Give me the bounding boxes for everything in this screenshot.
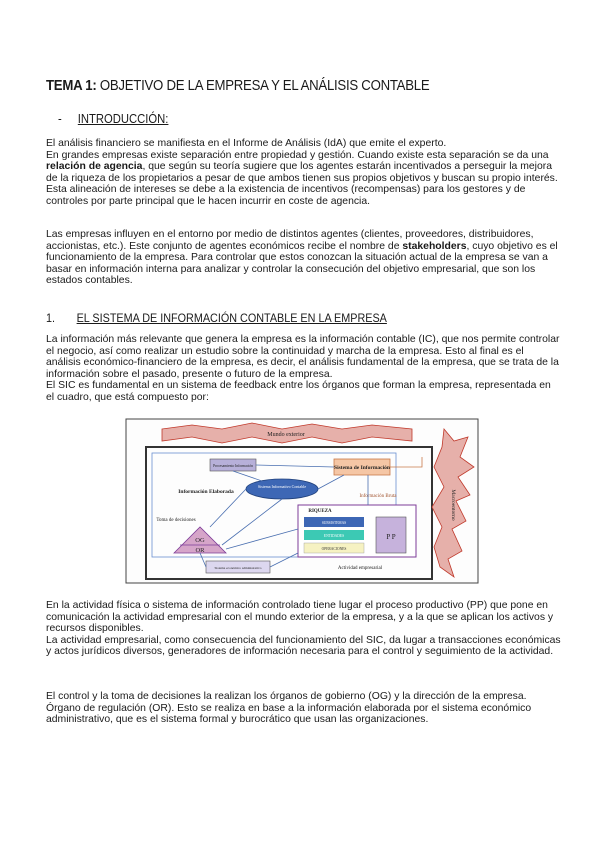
- intro-p4b: stakeholders: [402, 240, 467, 252]
- intro-p4c: , cuyo objetivo es el funcionamiento de la empresa. Para controlar que estos conozcan la situación actual de la empresa se van a basar en información interna para analizar y controlar la consecución del objetivo empresarial, que son los estados contables.: [46, 240, 558, 287]
- toma-decisiones-label: Toma de decisiones: [156, 518, 196, 523]
- closing-p1: En la actividad física o sistema de información controlado tiene lugar el proceso productivo (PP) que pone en comunicación la actividad empresarial con el mundo exterior de la empresa, y a la que se aplican los activos y recursos disponibles.: [46, 600, 554, 635]
- intro-heading: [58, 112, 168, 126]
- title-text: OBJETIVO DE LA EMPRESA Y EL ANÁLISIS CONTABLE: [99, 77, 430, 94]
- closing-paragraph-2: [46, 691, 561, 726]
- intro-p4a: Las empresas influyen en el entorno por medio de distintos agentes (clientes, proveedores, distribuidores, accionistas, etc.). Este conjunto de agentes económicos recibe el nombre de: [46, 229, 534, 252]
- intro-p2b: relación de agencia: [46, 161, 143, 173]
- title-prefix: TEMA 1:: [46, 77, 97, 94]
- operaciones-label: OPERACIONES: [321, 547, 347, 551]
- actividad-empresarial-label: Actividad empresarial: [337, 566, 383, 571]
- pp-label: P P: [386, 533, 396, 541]
- og-label: OG: [195, 537, 205, 544]
- intro-bullet: -: [58, 112, 62, 126]
- sic-label: Sistema Informativo Contable: [257, 484, 307, 489]
- procesamiento-label: Procesamiento Información: [213, 464, 253, 468]
- sic-diagram: [122, 417, 482, 585]
- section-number: 1.: [46, 311, 56, 325]
- intro-p2c: , que según su teoría sugiere que los agentes estarán incentivados a perseguir la mejora de la riqueza de los propietarios a pesar de que ambos tienen sus propios objetivos y buscan su propio interés.: [46, 161, 558, 184]
- sic-ellipse: [246, 479, 318, 499]
- intro-heading-text: INTRODUCCIÓN:: [77, 112, 169, 126]
- entidades-label: ENTIDADES: [323, 534, 345, 538]
- informacion-bruta-label: Información Bruta: [359, 494, 397, 499]
- section-paragraph: [46, 334, 561, 404]
- closing-p2: La actividad empresarial, como consecuencia del funcionamiento del SIC, da lugar a transacciones económicas y actos jurídicos diversos, generadores de información necesaria para el control y seguimiento de la actividad.: [46, 634, 561, 658]
- informacion-elaborada-label: Información Elaborada: [178, 489, 234, 495]
- section-p1: La información más relevante que genera la empresa es la información contable (IC), que nos permite controlar el negocio, así como realizar un estudio sobre la continuidad y marcha de la empresa. Esto al final es el análisis económico-financiero de la empresa, es decir, el análisis fundamental de la empresa, que se trata de la información sobre el pasado, presente o futuro de la empresa.: [46, 334, 560, 380]
- section-heading: [46, 311, 387, 325]
- closing-p3: El control y la toma de decisiones la realizan los órganos de gobierno (OG) y la dirección de la empresa. Órgano de regulación (OR). Esto se realiza en base a la información elaborada por el sistema económico administrativo, que es el sistema formal y burocrático que usan las organizaciones.: [46, 691, 532, 726]
- macroentorno-label: Macroentorno: [450, 489, 456, 521]
- intro-p2a: En grandes empresas existe separación entre propiedad y gestión. Cuando existe esta separación se da una: [46, 149, 549, 161]
- intro-paragraph-1: [46, 138, 561, 208]
- page-title: [46, 77, 429, 94]
- section-heading-text: EL SISTEMA DE INFORMACIÓN CONTABLE EN LA EMPRESA: [76, 311, 387, 325]
- section-p2: El SIC es fundamental en un sistema de feedback entre los órganos que forman la empresa, representada en el cuadro, que está compuesto por:: [46, 380, 551, 403]
- sistema-informacion-label: Sistema de Información: [334, 465, 390, 471]
- or-label: OR: [195, 547, 205, 554]
- sistema-adm-label: Sistema económico administrativo: [214, 566, 262, 570]
- mundo-exterior-label: Mundo exterior: [267, 432, 305, 438]
- subsistemas-label: SUBSISTEMAS: [321, 521, 347, 525]
- closing-paragraph-1: [46, 600, 561, 658]
- intro-p3: Esta alineación de intereses se debe a la existencia de incentivos (recompensas) para los gestores y de controles por parte principal que le hacen incurrir en coste de agencia.: [46, 184, 526, 207]
- riqueza-label: RIQUEZA: [308, 509, 332, 514]
- diagram-frame: [126, 419, 478, 583]
- intro-p1: El análisis financiero se manifiesta en el Informe de Análisis (IdA) que emite el experto.: [46, 138, 447, 149]
- intro-paragraph-2: [46, 229, 561, 287]
